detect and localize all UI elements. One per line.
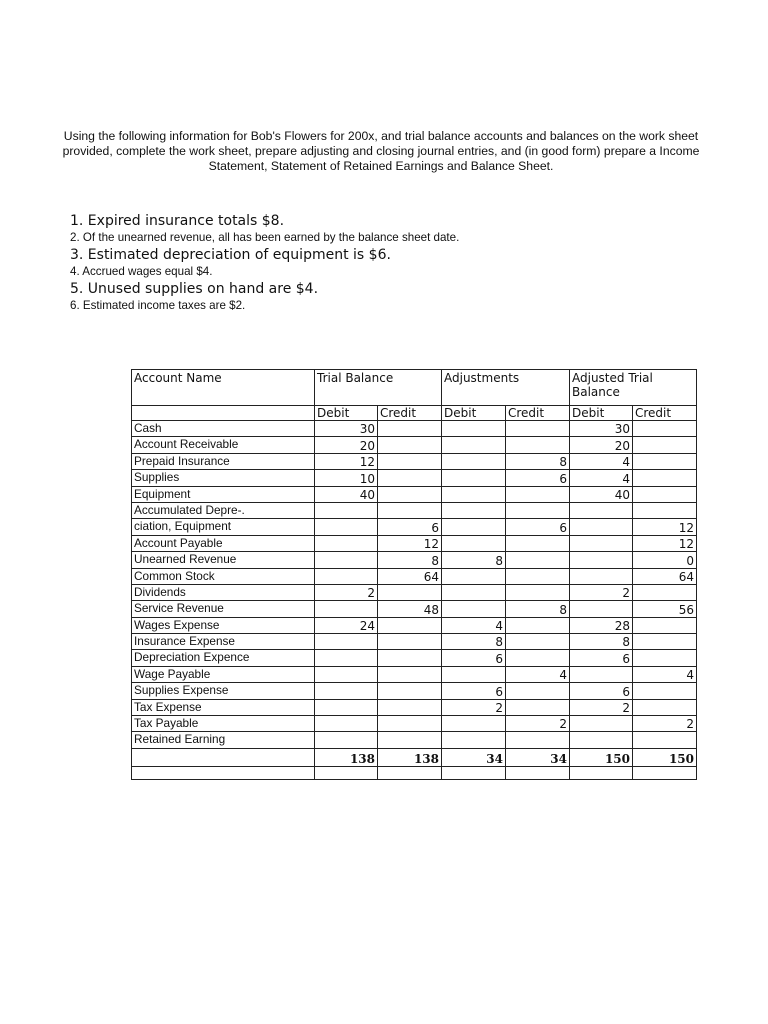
blank-cell (132, 766, 315, 779)
account-name-cell: Account Receivable (132, 437, 315, 453)
atb-credit-cell: 4 (633, 666, 697, 682)
adj-credit-cell (506, 502, 570, 518)
adj-credit-cell: 6 (506, 519, 570, 535)
tb-credit-cell: 48 (378, 601, 442, 617)
account-name-cell: Supplies Expense (132, 683, 315, 699)
adj-credit-cell (506, 535, 570, 551)
tb-credit-cell (378, 437, 442, 453)
atb-credit-cell (633, 470, 697, 486)
tb-credit-cell (378, 502, 442, 518)
table-row (132, 584, 697, 600)
tb-debit-cell (315, 650, 378, 666)
adj-debit-cell (442, 486, 506, 502)
tb-debit-cell (315, 716, 378, 732)
adj-credit-cell (506, 683, 570, 699)
atb-credit-cell (633, 617, 697, 633)
adj-credit-cell (506, 617, 570, 633)
adjustments-header: Adjustments (442, 370, 570, 406)
tb-debit-cell (315, 535, 378, 551)
account-name-cell: Supplies (132, 470, 315, 486)
atb-credit-cell (633, 502, 697, 518)
total-atb-credit: 150 (633, 748, 697, 766)
table-header-row (132, 370, 697, 406)
atb-debit-cell: 20 (570, 437, 633, 453)
adj-debit-cell (442, 535, 506, 551)
tb-debit-cell (315, 519, 378, 535)
tb-credit-cell: 12 (378, 535, 442, 551)
blank-cell (633, 766, 697, 779)
adj-debit-cell (442, 519, 506, 535)
credit-header: Credit (506, 406, 570, 421)
adj-debit-cell: 8 (442, 634, 506, 650)
atb-credit-cell: 0 (633, 552, 697, 568)
table-row (132, 552, 697, 568)
adj-credit-cell (506, 650, 570, 666)
adj-debit-cell (442, 601, 506, 617)
account-name-cell: Prepaid Insurance (132, 453, 315, 469)
account-name-cell: Accumulated Depre-. (132, 502, 315, 518)
debit-header: Debit (570, 406, 633, 421)
tb-debit-cell: 30 (315, 421, 378, 437)
blank-cell (442, 766, 506, 779)
tb-debit-cell (315, 683, 378, 699)
adj-debit-cell (442, 502, 506, 518)
atb-credit-cell: 56 (633, 601, 697, 617)
atb-credit-cell (633, 584, 697, 600)
tb-debit-cell (315, 666, 378, 682)
credit-header: Credit (633, 406, 697, 421)
atb-debit-cell: 2 (570, 584, 633, 600)
adj-credit-cell (506, 568, 570, 584)
atb-debit-cell (570, 552, 633, 568)
total-adj-credit: 34 (506, 748, 570, 766)
atb-debit-cell (570, 716, 633, 732)
tb-debit-cell (315, 601, 378, 617)
adjustment-list (70, 212, 690, 314)
trial-balance-header: Trial Balance (315, 370, 442, 406)
account-name-cell: Retained Earning (132, 732, 315, 748)
adj-debit-cell: 4 (442, 617, 506, 633)
worksheet-body (132, 421, 697, 749)
atb-debit-cell: 28 (570, 617, 633, 633)
total-adj-debit: 34 (442, 748, 506, 766)
tb-credit-cell (378, 732, 442, 748)
account-name-cell: Service Revenue (132, 601, 315, 617)
tb-debit-cell (315, 699, 378, 715)
adjusted-trial-balance-header: Adjusted Trial Balance (570, 370, 697, 406)
table-row (132, 716, 697, 732)
account-name-cell: Tax Payable (132, 716, 315, 732)
adj-credit-cell (506, 421, 570, 437)
tb-credit-cell (378, 634, 442, 650)
account-name-cell: Unearned Revenue (132, 552, 315, 568)
tb-credit-cell (378, 650, 442, 666)
blank-cell (506, 766, 570, 779)
atb-debit-cell (570, 535, 633, 551)
adj-credit-cell (506, 437, 570, 453)
tb-debit-cell (315, 568, 378, 584)
adj-debit-cell (442, 568, 506, 584)
atb-debit-cell: 8 (570, 634, 633, 650)
atb-credit-cell (633, 421, 697, 437)
atb-credit-cell (633, 634, 697, 650)
table-row (132, 470, 697, 486)
total-atb-debit: 150 (570, 748, 633, 766)
subheader-blank (132, 406, 315, 421)
tb-debit-cell: 24 (315, 617, 378, 633)
account-name-cell: Dividends (132, 584, 315, 600)
total-tb-credit: 138 (378, 748, 442, 766)
adj-credit-cell: 8 (506, 453, 570, 469)
atb-credit-cell: 2 (633, 716, 697, 732)
table-row (132, 535, 697, 551)
blank-cell (570, 766, 633, 779)
debit-header: Debit (315, 406, 378, 421)
adj-credit-cell (506, 732, 570, 748)
atb-credit-cell (633, 683, 697, 699)
atb-credit-cell (633, 699, 697, 715)
list-item: 1. Expired insurance totals $8. (70, 213, 285, 229)
account-name-cell: Common Stock (132, 568, 315, 584)
adj-debit-cell (442, 453, 506, 469)
tb-credit-cell: 64 (378, 568, 442, 584)
table-row (132, 634, 697, 650)
account-name-cell: Insurance Expense (132, 634, 315, 650)
adj-debit-cell: 6 (442, 650, 506, 666)
atb-debit-cell: 4 (570, 470, 633, 486)
atb-debit-cell (570, 502, 633, 518)
adj-credit-cell (506, 699, 570, 715)
account-name-cell: Wages Expense (132, 617, 315, 633)
table-row (132, 486, 697, 502)
blank-cell (378, 766, 442, 779)
tb-credit-cell (378, 683, 442, 699)
tb-debit-cell: 12 (315, 453, 378, 469)
atb-credit-cell: 64 (633, 568, 697, 584)
table-row (132, 437, 697, 453)
table-row (132, 519, 697, 535)
adj-debit-cell (442, 437, 506, 453)
table-row (132, 617, 697, 633)
adj-credit-cell (506, 486, 570, 502)
tb-debit-cell (315, 502, 378, 518)
adj-credit-cell (506, 634, 570, 650)
adj-credit-cell (506, 552, 570, 568)
tb-debit-cell (315, 552, 378, 568)
atb-debit-cell (570, 601, 633, 617)
adj-credit-cell: 6 (506, 470, 570, 486)
tb-credit-cell: 8 (378, 552, 442, 568)
atb-debit-cell (570, 568, 633, 584)
table-row (132, 650, 697, 666)
worksheet-table (131, 369, 697, 780)
totals-row (132, 748, 697, 766)
table-row (132, 568, 697, 584)
list-item: 5. Unused supplies on hand are $4. (70, 281, 319, 297)
tb-debit-cell (315, 732, 378, 748)
blank-row (132, 766, 697, 779)
totals-blank (132, 748, 315, 766)
tb-debit-cell: 2 (315, 584, 378, 600)
adj-credit-cell (506, 584, 570, 600)
tb-debit-cell: 20 (315, 437, 378, 453)
adj-debit-cell: 8 (442, 552, 506, 568)
atb-credit-cell (633, 453, 697, 469)
adj-debit-cell (442, 716, 506, 732)
instructions-paragraph: Using the following information for Bob's Flowers for 200x, and trial balance accounts and balances on the work sheet provided, complete the work sheet, prepare adjusting and closing journal entries, and (in good form) prepare a Income Statement, Statement of Retained Earnings and Balance Sheet. (62, 129, 700, 173)
tb-credit-cell (378, 486, 442, 502)
account-name-cell: Account Payable (132, 535, 315, 551)
tb-credit-cell (378, 617, 442, 633)
tb-credit-cell (378, 716, 442, 732)
atb-credit-cell (633, 650, 697, 666)
adj-debit-cell (442, 584, 506, 600)
adj-credit-cell: 4 (506, 666, 570, 682)
tb-credit-cell (378, 584, 442, 600)
tb-credit-cell: 6 (378, 519, 442, 535)
list-item: 4. Accrued wages equal $4. (70, 265, 213, 278)
atb-debit-cell (570, 666, 633, 682)
tb-credit-cell (378, 470, 442, 486)
atb-debit-cell (570, 732, 633, 748)
list-item: 2. Of the unearned revenue, all has been earned by the balance sheet date. (70, 231, 460, 244)
atb-debit-cell: 30 (570, 421, 633, 437)
atb-debit-cell: 2 (570, 699, 633, 715)
tb-debit-cell: 40 (315, 486, 378, 502)
table-row (132, 732, 697, 748)
atb-debit-cell: 40 (570, 486, 633, 502)
account-name-cell: Tax Expense (132, 699, 315, 715)
atb-debit-cell (570, 519, 633, 535)
adj-credit-cell: 8 (506, 601, 570, 617)
tb-debit-cell: 10 (315, 470, 378, 486)
tb-credit-cell (378, 453, 442, 469)
blank-cell (315, 766, 378, 779)
tb-debit-cell (315, 634, 378, 650)
table-row (132, 421, 697, 437)
table-row (132, 502, 697, 518)
list-item: 3. Estimated depreciation of equipment is $6. (70, 247, 391, 263)
adj-debit-cell (442, 470, 506, 486)
adj-debit-cell: 2 (442, 699, 506, 715)
table-row (132, 683, 697, 699)
atb-debit-cell: 6 (570, 650, 633, 666)
account-name-header: Account Name (132, 370, 315, 406)
debit-header: Debit (442, 406, 506, 421)
account-name-cell: Wage Payable (132, 666, 315, 682)
atb-credit-cell (633, 437, 697, 453)
atb-credit-cell: 12 (633, 535, 697, 551)
tb-credit-cell (378, 421, 442, 437)
atb-debit-cell: 4 (570, 453, 633, 469)
atb-credit-cell (633, 732, 697, 748)
account-name-cell: Equipment (132, 486, 315, 502)
table-subheader-row (132, 406, 697, 421)
atb-credit-cell (633, 486, 697, 502)
table-row (132, 601, 697, 617)
adj-debit-cell (442, 421, 506, 437)
table-row (132, 453, 697, 469)
atb-credit-cell: 12 (633, 519, 697, 535)
credit-header: Credit (378, 406, 442, 421)
tb-credit-cell (378, 699, 442, 715)
tb-credit-cell (378, 666, 442, 682)
table-row (132, 666, 697, 682)
list-item: 6. Estimated income taxes are $2. (70, 299, 246, 312)
total-tb-debit: 138 (315, 748, 378, 766)
table-row (132, 699, 697, 715)
account-name-cell: Depreciation Expence (132, 650, 315, 666)
account-name-cell: ciation, Equipment (132, 519, 315, 535)
adj-debit-cell: 6 (442, 683, 506, 699)
adj-credit-cell: 2 (506, 716, 570, 732)
atb-debit-cell: 6 (570, 683, 633, 699)
adj-debit-cell (442, 732, 506, 748)
adj-debit-cell (442, 666, 506, 682)
account-name-cell: Cash (132, 421, 315, 437)
